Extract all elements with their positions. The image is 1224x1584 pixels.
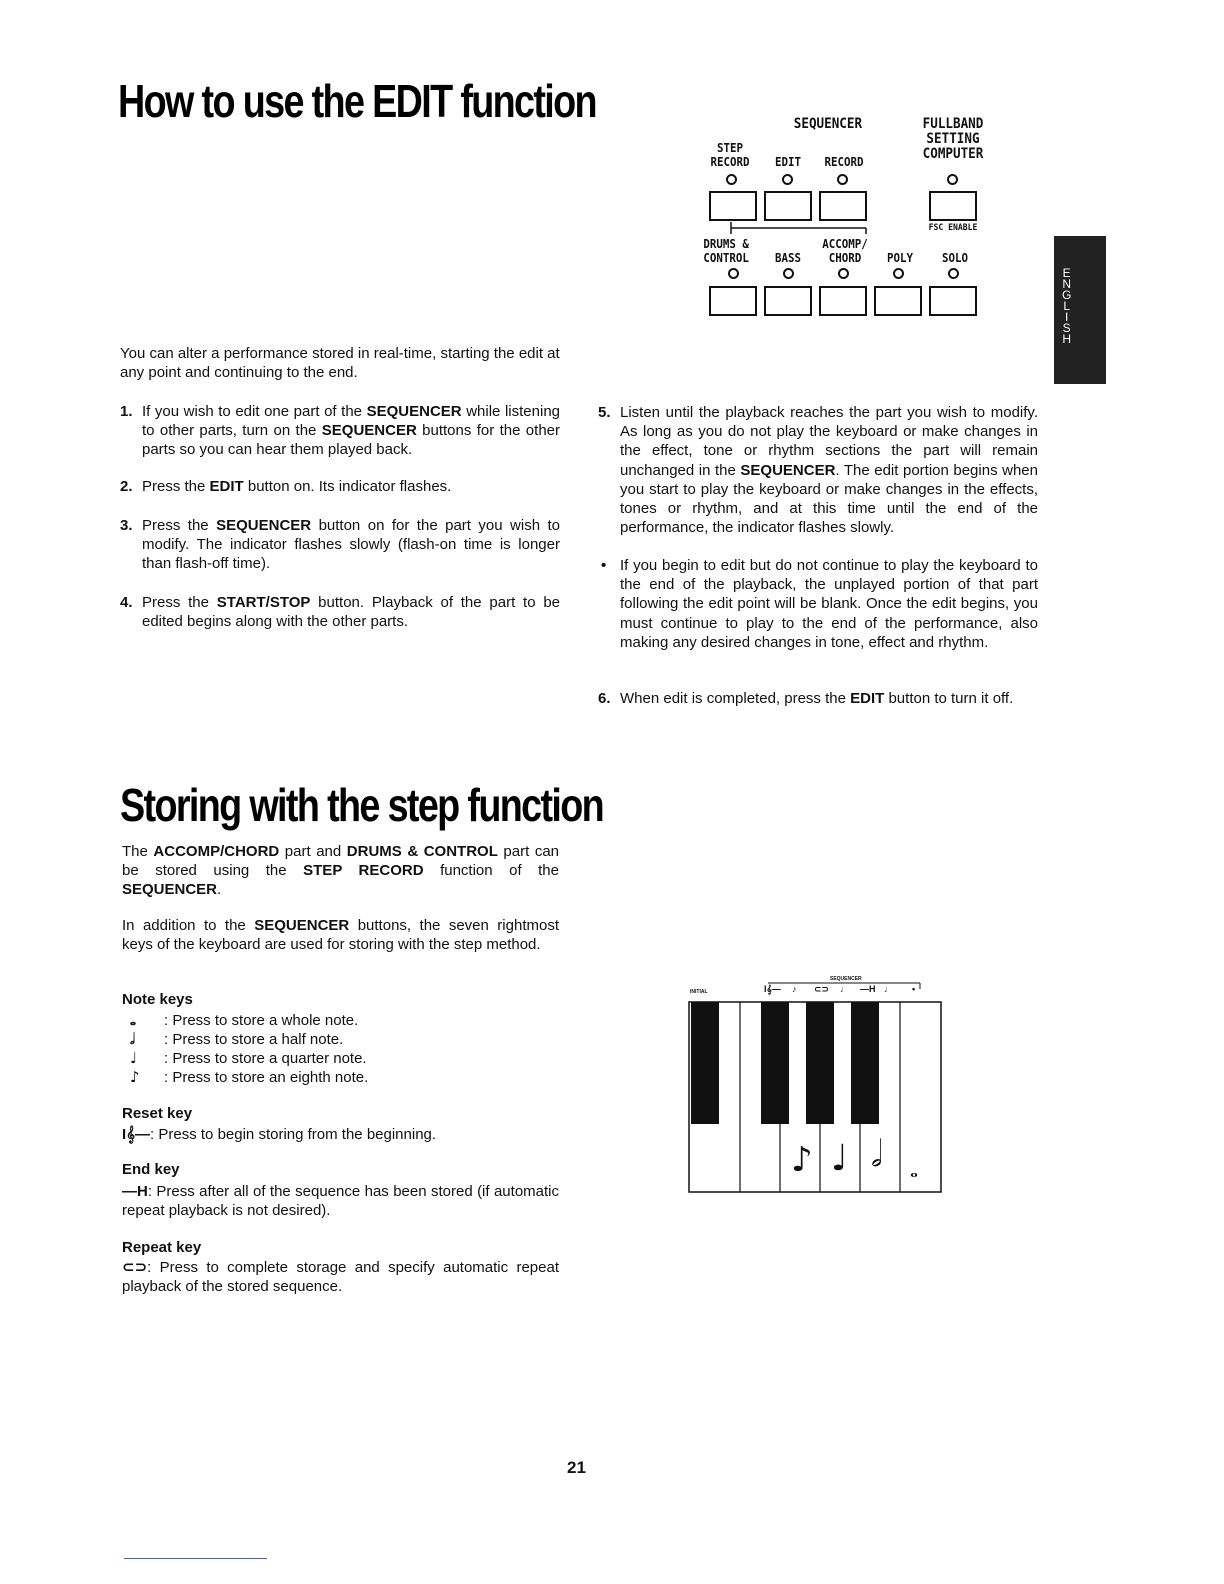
reset-symbol-icon: I𝄞— (764, 984, 781, 994)
note-key-eighth (130, 1068, 368, 1087)
repeat-key-text: : Press to complete storage and specify automatic repeat playback of the stored sequence. (122, 1259, 559, 1295)
step-number: 1. (120, 403, 133, 420)
end-key-text: : Press after all of the sequence has been stored (if automatic repeat playback is not desired). (122, 1183, 559, 1219)
step-intro-2: In addition to the SEQUENCER buttons, the seven rightmost keys of the keyboard are used for storing with the step method. (122, 917, 559, 954)
bottom-rule (124, 1558, 267, 1559)
solo-button[interactable] (929, 286, 977, 316)
quarter-note-icon: ♩ (130, 1049, 138, 1067)
bracket-line-icon (706, 220, 886, 236)
keyboard-initial-label: INITIAL (690, 989, 708, 995)
panel-label-poly: POLY (886, 251, 914, 265)
page-number: 21 (567, 1458, 586, 1477)
keyboard-sequencer-label: SEQUENCER (830, 976, 862, 982)
edit-step-4 (120, 593, 560, 631)
step-record-button[interactable] (709, 191, 757, 221)
reset-key-icon: I𝄞— (122, 1126, 151, 1143)
note-key-whole (130, 1011, 358, 1030)
language-tab-label (1062, 268, 1071, 345)
whole-note-icon: 𝅝 (130, 1011, 136, 1029)
led-solo (948, 268, 959, 279)
panel-label-accomp-chord: ACCOMP/ CHORD (822, 237, 868, 265)
edit-button[interactable] (764, 191, 812, 221)
led-record (837, 174, 848, 185)
note-key-text: : Press to store a whole note. (164, 1012, 359, 1029)
record-button[interactable] (819, 191, 867, 221)
panel-label-sequencer: SEQUENCER (793, 116, 863, 132)
step-text: Press the START/STOP button. Playback of the part to be edited begins along with the other parts. (142, 594, 561, 631)
step-text: Press the EDIT button on. Its indicator flashes. (142, 478, 452, 495)
key-whole-note-icon: 𝅝 (910, 1158, 918, 1182)
note-keys-heading: Note keys (122, 991, 193, 1008)
accomp-chord-button[interactable] (819, 286, 867, 316)
reset-key-desc (122, 1125, 436, 1144)
quarter-symbol-icon: ♩ (840, 984, 849, 994)
led-edit (782, 174, 793, 185)
led-bass (783, 268, 794, 279)
poly-button[interactable] (874, 286, 922, 316)
tab-letter: N (1062, 277, 1071, 291)
step-text: If you wish to edit one part of the SEQUENCER while listening to other parts, turn on the SEQUENCER buttons for the other parts so you can hear them played back. (142, 403, 560, 459)
note-key-text: : Press to store a quarter note. (164, 1050, 367, 1067)
bullet-text: If you begin to edit but do not continue to play the keyboard to the end of the playback, the unplayed portion of that part following the edit point will be blank. Once the edit begins, you must continue to play to the end of the performance, also making any desired changes in tone, effect and rhythm. (620, 557, 1038, 651)
panel-label-step-record: STEP RECORD (710, 141, 750, 169)
edit-step-6 (598, 689, 1046, 708)
led-poly (893, 268, 904, 279)
end-key-heading: End key (122, 1161, 180, 1178)
repeat-key-icon: ⊂⊃ (122, 1259, 148, 1276)
key-quarter-note-icon: ♩ (831, 1138, 848, 1179)
panel-label-solo: SOLO (941, 251, 969, 265)
key-eighth-note-icon: ♪ (791, 1140, 813, 1180)
edit-step-5 (598, 403, 1038, 537)
keyboard-keys (688, 1000, 944, 1196)
drums-control-button[interactable] (709, 286, 757, 316)
quarter2-symbol-icon: ♩ (884, 984, 893, 994)
edit-step-1 (120, 402, 560, 460)
step-text: Listen until the playback reaches the part you wish to modify. As long as you do not play the keyboard or make changes in the effect, tone or rhythm sections the part will remain unchanged in the SEQUENCER. The edit portion begins when you start to play the keyboard or make changes in the effects, tones or rhythm, and at this time until the end of the performance, the indicator flashes slowly. (620, 404, 1038, 537)
tab-letter: H (1062, 332, 1071, 346)
step-intro-1: The ACCOMP/CHORD part and DRUMS & CONTROL part can be stored using the STEP RECORD function of the SEQUENCER. (122, 843, 560, 899)
end-key-icon: —H (122, 1183, 148, 1200)
step-number: 6. (598, 690, 611, 707)
led-accomp (838, 268, 849, 279)
edit-bullet-note (598, 556, 1038, 652)
bullet-mark: • (601, 557, 607, 574)
key-half-note-icon: 𝅗𝅥 (871, 1134, 883, 1175)
edit-intro: You can alter a performance stored in real-time, starting the edit at any point and continuing to the end. (120, 345, 560, 382)
panel-label-record: RECORD (824, 155, 864, 169)
dot-symbol-icon: • (912, 984, 916, 994)
step-number: 5. (598, 404, 611, 421)
eighth-note-icon: ♪ (130, 1068, 140, 1086)
bass-button[interactable] (764, 286, 812, 316)
tab-letter: S (1062, 321, 1071, 335)
panel-label-bass: BASS (774, 251, 802, 265)
note-key-quarter (130, 1049, 367, 1068)
tab-letter: I (1065, 310, 1069, 324)
keyboard-symbol-row (762, 984, 932, 998)
fullband-button[interactable] (929, 191, 977, 221)
edit-step-3 (120, 516, 560, 574)
repeat-key-desc (122, 1258, 559, 1296)
panel-label-fsc-enable: FSC ENABLE (928, 223, 978, 233)
note-key-text: : Press to store a half note. (164, 1031, 344, 1048)
led-drums (728, 268, 739, 279)
repeat-key-heading: Repeat key (122, 1239, 202, 1256)
note-key-text: : Press to store an eighth note. (164, 1069, 369, 1086)
section-title-step: Storing with the step function (120, 779, 604, 831)
led-step-record (726, 174, 737, 185)
panel-label-drums-control: DRUMS & CONTROL (703, 237, 749, 265)
half-note-icon: 𝅗𝅥 (130, 1030, 135, 1048)
reset-key-text: : Press to begin storing from the beginning. (150, 1126, 437, 1143)
reset-key-heading: Reset key (122, 1105, 193, 1122)
step-number: 3. (120, 517, 133, 534)
tab-letter: L (1063, 299, 1071, 313)
note-key-half (130, 1030, 343, 1049)
step-text: Press the SEQUENCER button on for the part you wish to modify. The indicator flashes slowly (flash-on time is longer than flash-off time). (142, 517, 560, 573)
repeat-symbol-icon: ⊂⊃ (814, 984, 830, 994)
edit-step-2 (120, 477, 560, 496)
section-title-edit: How to use the EDIT function (118, 75, 596, 127)
end-symbol-icon: —H (860, 984, 876, 994)
tab-letter: G (1062, 288, 1072, 302)
eighth-symbol-icon: ♪ (792, 984, 797, 994)
led-fullband (947, 174, 958, 185)
end-key-desc (122, 1182, 559, 1220)
step-number: 2. (120, 478, 133, 495)
panel-label-fullband: FULLBAND SETTING COMPUTER (922, 116, 984, 162)
step-text: When edit is completed, press the EDIT button to turn it off. (620, 690, 1014, 707)
tab-letter: E (1062, 266, 1071, 280)
panel-label-edit: EDIT (774, 155, 802, 169)
step-number: 4. (120, 594, 133, 611)
